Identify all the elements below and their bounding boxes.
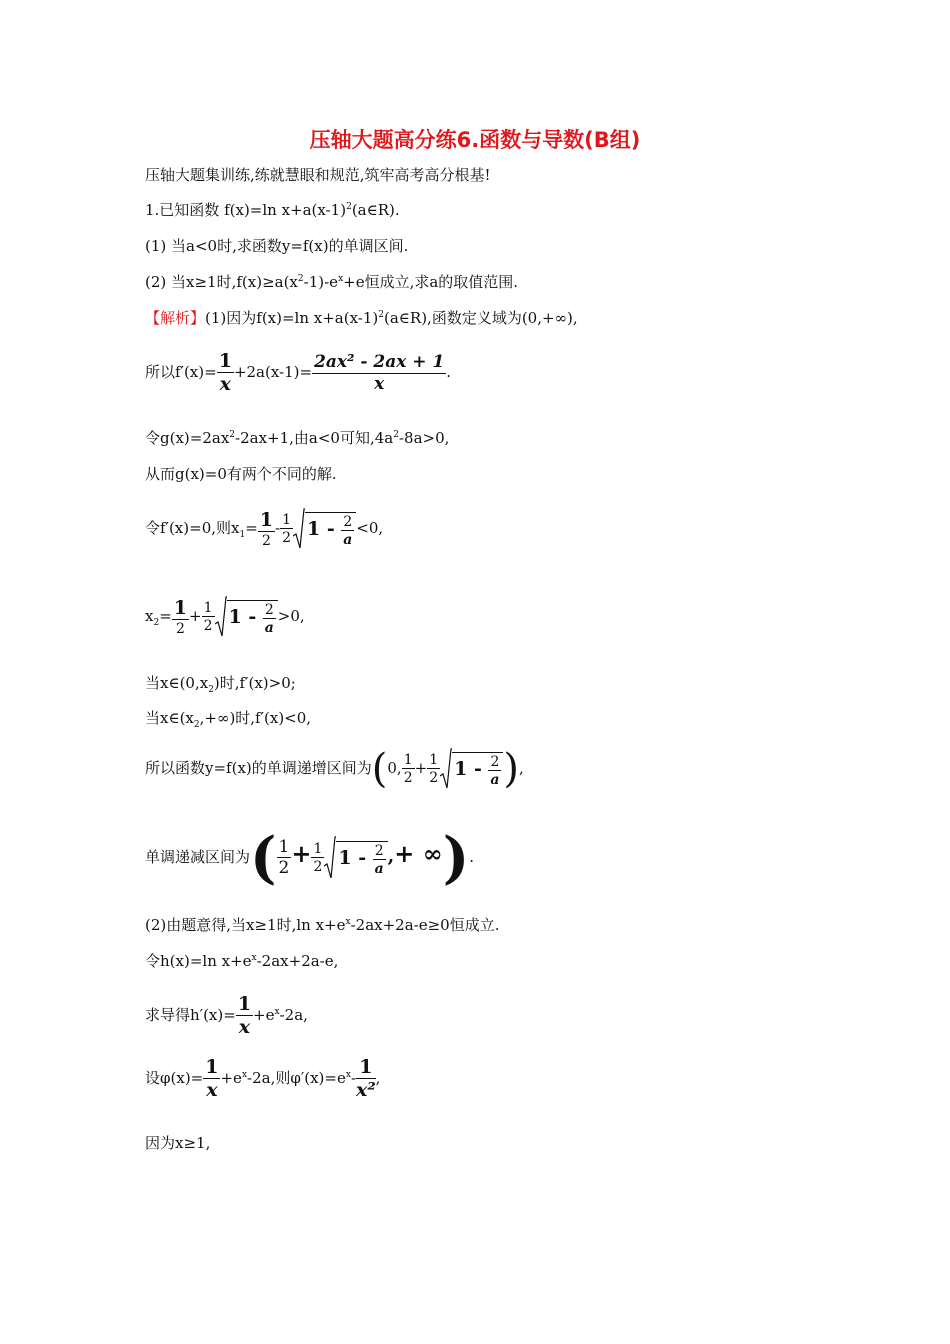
numerator: 1 [237,993,252,1015]
superscript: x [338,274,344,284]
fraction [258,508,275,549]
radical-sign-icon [215,596,227,638]
radicand [336,841,387,876]
denominator: x [238,1016,251,1038]
square-root [324,836,387,880]
fraction [341,515,354,547]
text: 令h(x)=ln x+e [145,952,252,970]
text: 1.已知函数 f(x)=ln x+a(x-1) [145,201,347,219]
subscript: 2 [208,685,214,695]
numerator: 1 [278,837,290,857]
square-root [215,596,278,638]
text: 当x∈(x [145,709,194,727]
document-title: 压轴大题高分练6.函数与导数(B组) [309,128,641,152]
numerator: 1 [218,350,232,372]
denominator: a [343,531,353,548]
right-paren: ) [503,746,519,792]
solution-line-7 [145,673,296,693]
denominator: a [490,771,500,788]
text: (1)因为f(x)=ln x+a(x-1) [205,309,379,327]
problem-part1: (1) 当a<0时,求函数y=f(x)的单调区间. [145,237,409,255]
text: (a∈R). [351,201,400,219]
text: 设φ(x)= [145,1069,204,1087]
subscript: 1 [239,530,246,540]
text: (a∈R),函数定义域为(0,+∞), [384,309,578,327]
square-root [440,748,503,790]
fraction [312,351,446,394]
solution-line-3 [145,428,449,448]
fraction [263,603,276,635]
text: -2a, [279,1006,308,1024]
text: 当x∈(0,x [145,674,209,692]
denominator: 2 [203,618,213,634]
text: 0, [387,759,402,777]
solution-line-11 [145,915,499,935]
square-root [293,508,356,550]
superscript: 2 [346,202,352,212]
text: -2ax+2a-e, [256,952,339,970]
numerator: 2 [264,601,274,618]
text: + [189,607,202,625]
text: , [518,759,524,777]
text: 所以函数y=f(x)的单调递增区间为 [145,759,372,777]
text: = [159,607,172,625]
right-paren: ) [442,825,470,891]
denominator: x [219,373,231,395]
denominator: 2 [175,620,185,637]
text: . [446,363,452,381]
fraction [280,513,293,545]
fraction [277,839,292,877]
text: +2a(x-1)= [233,363,313,381]
numerator: 1 [313,841,323,857]
text: ,+∞)时,f′(x)<0, [199,709,312,727]
radicand [305,512,356,547]
text: -8a>0, [398,429,450,447]
denominator: x [206,1079,218,1101]
text: 1 - [454,757,489,780]
denominator: 2 [282,530,292,546]
numerator: 1 [205,1056,219,1078]
superscript: 2 [297,274,304,284]
text: , [387,845,395,867]
superscript: 2 [393,430,399,440]
numerator: 1 [173,596,188,619]
text: 令f′(x)=0,则x [145,519,240,537]
numerator: 2 [490,753,500,770]
text: . [469,848,475,866]
text: -2ax+1,由a<0可知,4a [235,429,394,447]
fraction [236,995,253,1037]
numerator: 2 [374,842,384,859]
solution-line-5 [145,508,383,550]
text: <0, [356,519,384,537]
fraction [311,842,324,874]
fraction [356,1058,376,1100]
subscript: 2 [193,720,200,730]
text: 求导得h′(x)= [145,1006,236,1024]
denominator: 2 [429,770,439,786]
text: - [350,1069,357,1087]
superscript: x [345,1070,351,1080]
radical-sign-icon [324,836,336,880]
solution-line-4: 从而g(x)=0有两个不同的解. [145,465,337,483]
fraction [402,753,415,785]
numerator: 1 [429,752,439,768]
text: 1 - [338,846,373,869]
radicand [452,752,503,787]
text: +e [253,1006,275,1024]
solution-line-10 [145,825,475,891]
superscript: x [345,917,351,927]
text: 单调递减区间为 [145,848,251,866]
denominator: x [374,373,385,394]
solution-line-12 [145,951,338,971]
solution-line-6 [145,596,305,638]
problem-stem [145,200,400,220]
radicand [227,600,278,635]
radical-sign-icon [440,748,452,790]
solution-line-2 [145,352,451,394]
fraction [203,1058,220,1100]
solution-tag: 【解析】 [145,309,206,327]
text: 1 - [228,605,263,628]
denominator: 2 [313,859,323,875]
superscript: 2 [378,310,384,320]
text: = [245,519,258,537]
fraction [488,755,501,787]
text: 1 - [307,517,342,540]
text: 令g(x)=2ax [145,429,230,447]
numerator: 1 [259,508,274,531]
numerator: 1 [282,512,292,528]
fraction [172,596,189,637]
denominator: a [264,619,274,636]
fraction [202,601,215,633]
text: 所以f′(x)= [145,363,217,381]
text: x [145,607,154,625]
text: )时,f′(x)>0; [213,674,296,692]
text: + [291,839,312,868]
superscript: x [251,953,257,963]
text: - [275,519,281,537]
numerator: 2 [343,513,353,530]
text: +e [220,1069,242,1087]
solution-line-8 [145,708,311,728]
problem-part2 [145,272,518,292]
text: (2)由题意得,当x≥1时,ln x+e [145,916,346,934]
text: , [375,1069,381,1087]
text: -2ax+2a-e≥0恒成立. [350,916,500,934]
denominator: x² [356,1079,376,1101]
left-paren: ( [371,746,388,792]
fraction [217,352,234,394]
text: -1)-e [303,273,339,291]
solution-line-14 [145,1058,380,1100]
superscript: x [241,1070,248,1080]
left-paren: ( [250,825,277,891]
numerator: 1 [356,1058,376,1079]
fraction [427,753,440,785]
numerator: 1 [203,600,213,616]
text: + [414,759,428,777]
superscript: x [274,1007,280,1017]
text: (2) 当x≥1时,f(x)≥a(x [145,273,298,291]
intro-line: 压轴大题集训练,练就慧眼和规范,筑牢高考高分根基! [145,166,491,184]
numerator: 2ax² - 2ax + 1 [314,351,445,372]
superscript: 2 [229,430,236,440]
subscript: 2 [153,618,160,628]
text: >0, [277,607,305,625]
numerator: 1 [403,752,413,768]
denominator: a [374,860,384,877]
solution-line-13 [145,995,308,1037]
denominator: 2 [261,532,271,549]
text: +e恒成立,求a的取值范围. [343,273,519,291]
solution-line-9 [145,748,524,790]
solution-line-15: 因为x≥1, [145,1134,211,1152]
radical-sign-icon [293,508,305,550]
text: + ∞ [394,839,443,868]
fraction [373,844,386,876]
denominator: 2 [278,858,290,878]
solution-line-1 [145,308,578,328]
denominator: 2 [403,770,413,786]
text: -2a,则φ′(x)=e [247,1069,346,1087]
